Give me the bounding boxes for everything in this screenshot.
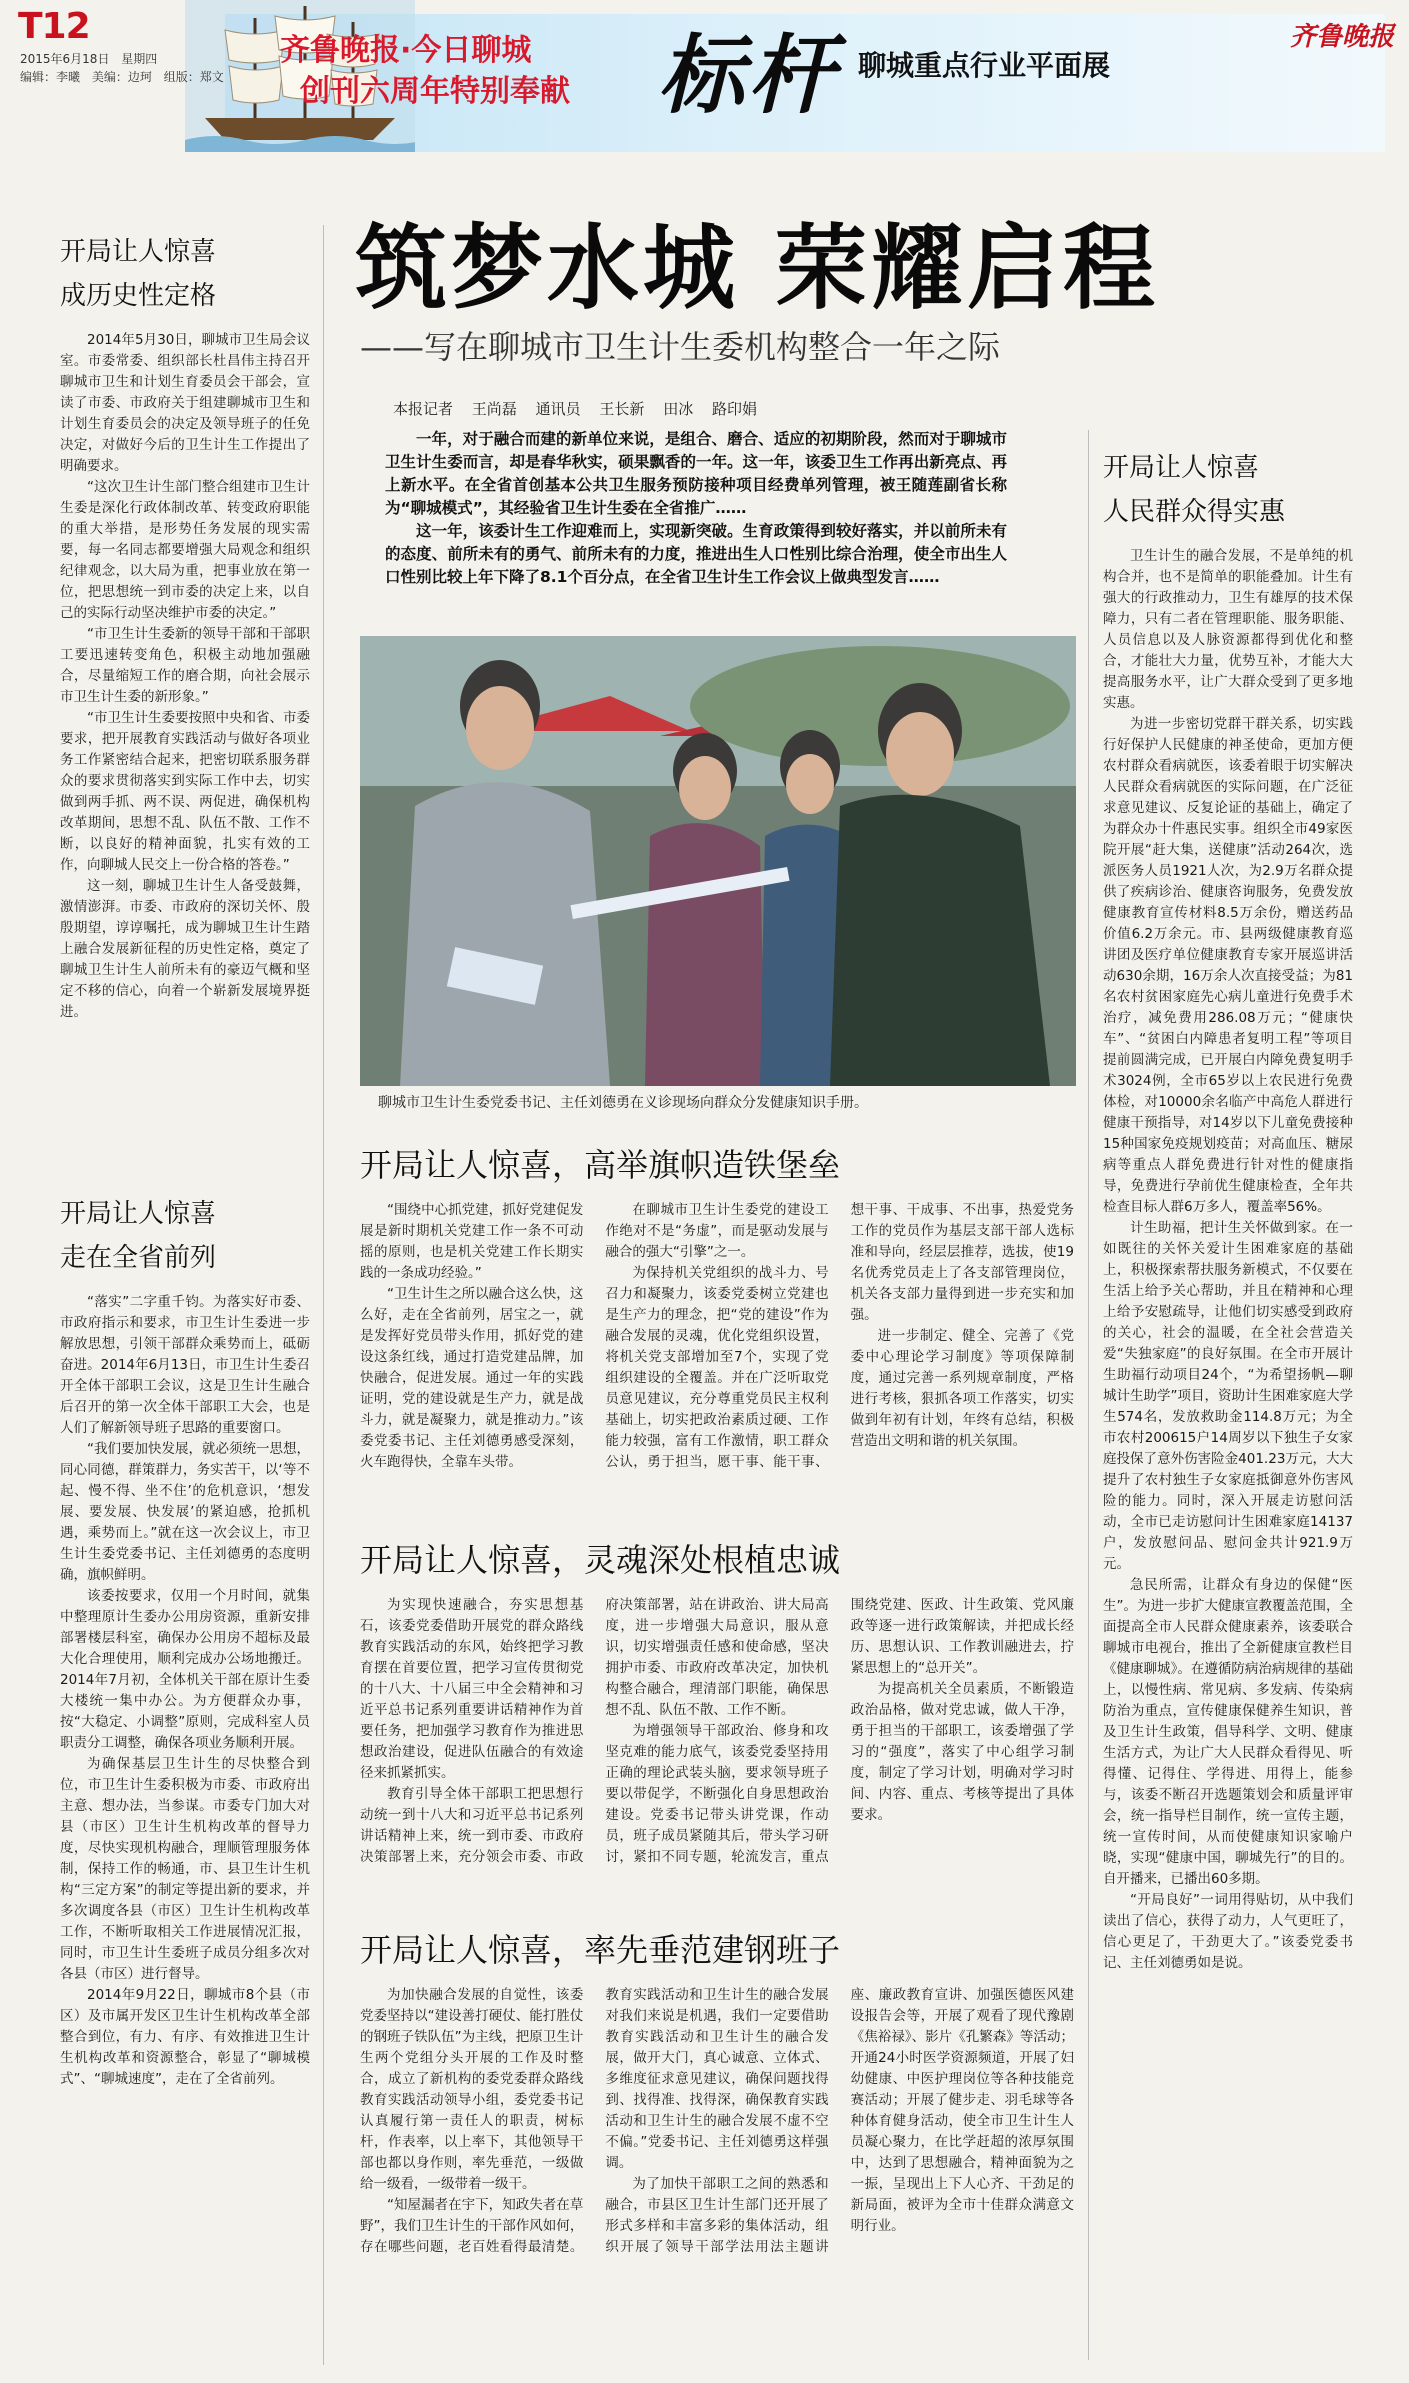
promo-line-2: 创刊六周年特别奉献 — [300, 74, 570, 109]
section-body — [360, 1200, 1074, 1473]
body-paragraph: “落实”二字重千钧。为落实好市委、市政府指示和要求，市卫生计生委进一步解放思想，引领干部群众乘势而上，砥砺奋进。2014年6月13日，市卫生计生委召开全体干部职工会议，这是卫生计生融合后召开的第一次全体干部职工大会，也是人们了解新领导班子思路的重要窗口。 — [60, 1294, 310, 1436]
section-body — [360, 1595, 1074, 1868]
body-paragraph: 在聊城市卫生计生委党的建设工作绝对不是“务虚”，而是驱动发展与融合的强大“引擎”之一。 — [605, 1202, 829, 1260]
body-paragraph: 为实现快速融合，夯实思想基石，该委党委借助开展党的群众路线教育实践活动的东风，始终把学习教育摆在首要位置，把学习宣传贯彻党的十八大、十八届三中全会精神和习近平总书记系列重要讲话精神作为首要任务，把加强学习教育作为推进思想政治建设，促进队伍融合的有效途径来抓紧抓实。 — [360, 1597, 584, 1781]
body-paragraph: 为增强领导干部政治、修身和攻坚克难的能力底气，该委党委坚持用正确的理论武装头脑，要求领导班子要以带促学，不断强化自身思想政治建设。党委书记带头讲党课，作动员，班子成员紧随其后，带头学习研讨，紧扣不同专题，轮流发言，重点围绕党建、医政、计生政策、党风廉政等逐一进行政策解读，并把成长经历、思想认识、工作教训融进去，拧紧思想上的“总开关”。 — [605, 1597, 1074, 1865]
left-section-1 — [60, 230, 310, 1023]
body-paragraph: “市卫生计生委要按照中央和省、市委要求，把开展教育实践活动与做好各项业务工作紧密结合起来，把密切联系服务群众的要求贯彻落实到实际工作中去，切实做到两手抓、两不误、两促进，确保机构改革期间，思想不乱、队伍不散、工作不断，以良好的精神面貌，扎实有效的工作，向聊城人民交上一份合格的答卷。” — [60, 710, 310, 873]
body-paragraph: 为保持机关党组织的战斗力、号召力和凝聚力，该委党委树立党建也是生产力的理念，把“党的建设”作为融合发展的灵魂，优化党组织设置，将机关党支部增加至7个，实现了党组织建设的全覆盖。并在广泛听取党员意见建议，充分尊重党员民主权利基础上，切实把政治素质过硬、工作能力较强，富有工作激情，职工群众公认，勇于担当，愿干事、能干事、想干事、干成事、不出事，热爱党务工作的党员作为基层支部干部人选标准和导向，经层层推荐，选拔，使19名优秀党员走上了各支部管理岗位，机关各支部力量得到进一步充实和加强。 — [605, 1202, 1074, 1470]
body-paragraph: “我们要加快发展，就必须统一思想，同心同德，群策群力，务实苦干，以‘等不起、慢不得、坐不住’的危机意识，‘想发展、要发展、快发展’的紧迫感，抢抓机遇，乘势而上。”就在这一次会议上，市卫生计生委党委书记、主任刘德勇的态度明确，旗帜鲜明。 — [60, 1441, 310, 1583]
body-paragraph: 这一刻，聊城卫生计生人备受鼓舞，激情澎湃。市委、市政府的深切关怀、殷殷期望，谆谆嘱托，成为聊城卫生计生踏上融合发展新征程的历史性定格，奠定了聊城卫生计生人前所未有的豪迈气概和坚定不移的信心，向着一个崭新发展境界挺进。 — [60, 878, 310, 1020]
column-subtitle: 聊城重点行业平面展 — [858, 49, 1111, 82]
middle-section-3 — [360, 1925, 1074, 2258]
column-divider — [323, 225, 324, 2365]
section-title: 开局让人惊喜，率先垂范建钢班子 — [360, 1931, 841, 1969]
body-paragraph: “围绕中心抓党建，抓好党建促发展是新时期机关党建工作一条不可动摇的原则，也是机关党建工作长期实践的一条成功经验。” — [360, 1202, 584, 1281]
photo-caption: 聊城市卫生计生委党委书记、主任刘德勇在义诊现场向群众分发健康知识手册。 — [378, 1095, 868, 1111]
byline — [393, 398, 757, 419]
section-title: 开局让人惊喜，灵魂深处根植忠诚 — [360, 1541, 841, 1579]
body-paragraph: 为确保基层卫生计生的尽快整合到位，市卫生计生委积极为市委、市政府出主意、想办法，当参谋。市委专门加大对县（市区）卫生计生机构改革的督导力度，尽快实现机构融合，理顺管理服务体制，保持工作的畅通，市、县卫生计生机构“三定方案”的制定等提出新的要求，并多次调度各县（市区）卫生计生机构改革工作，不断听取相关工作进展情况汇报，同时，市卫生计生委班子成员分组多次对各县（市区）进行督导。 — [60, 1756, 310, 1982]
editor-credit: 编辑：李曦 — [20, 70, 81, 84]
editor-credits — [20, 68, 224, 85]
lead-paragraph: 这一年，该委计生工作迎难而上，实现新突破。生育政策得到较好落实，并以前所未有的态度、前所未有的勇气、前所未有的力度，推进出生人口性别比综合治理，使全市出生人口性别比较上年下降了8.1个百分点，在全省卫生计生工作会议上做典型发言…… — [385, 522, 1007, 586]
body-paragraph: 卫生计生的融合发展，不是单纯的机构合并，也不是简单的职能叠加。计生有强大的行政推动力，卫生有雄厚的技术保障力，只有二者在管理职能、服务职能、人员信息以及人脉资源都得到优化和整合，才能壮大力量，优势互补，才能大大提高服务水平，让广大群众受到了更多地实惠。 — [1103, 548, 1353, 711]
page-number: T12 — [18, 6, 90, 47]
body-paragraph: “市卫生计生委新的领导干部和干部职工要迅速转变角色，积极主动地加强融合，尽量缩短工作的磨合期，向社会展示市卫生计生委的新形象。” — [60, 626, 310, 705]
body-paragraph: 2014年5月30日，聊城市卫生局会议室。市委常委、组织部长杜昌伟主持召开聊城市卫生和计划生育委员会干部会，宣读了市委、市政府关于组建聊城市卫生和计划生育委员会的决定及领导班子的任免决定，对做好今后的卫生计生工作提出了明确要求。 — [60, 332, 310, 474]
subheadline: ——写在聊城市卫生计生委机构整合一年之际 — [360, 328, 1001, 366]
section-title-line: 走在全省前列 — [60, 1243, 217, 1273]
body-paragraph: 进一步制定、健全、完善了《党委中心理论学习制度》等项保障制度，通过完善一系列规章制度，严格进行考核，狠抓各项工作落实，切实做到年初有计划，年终有总结，积极营造出文明和谐的机关氛围。 — [850, 1328, 1074, 1449]
body-paragraph: “知屋漏者在宇下，知政失者在草野”，我们卫生计生的干部作风如何，存在哪些问题，老百姓看得最清楚。教育实践活动和卫生计生的融合发展对我们来说是机遇，我们一定要借助教育实践活动和卫生计生的融合发展，做开大门，真心诚意、立体式、多维度征求意见建议，确保问题找得到、找得准、找得深，确保教育实践活动和卫生计生的融合发展不虚不空不偏。”党委书记、主任刘德勇这样强调。 — [360, 1987, 829, 2255]
body-paragraph: 为提高机关全员素质，不断锻造政治品格，做对党忠诚，做人干净，勇于担当的干部职工，该委增强了学习的“强度”，落实了中心组学习制度，制定了学习计划，明确对学习时间、内容、重点、考核等提出了具体要求。 — [850, 1681, 1074, 1823]
lead-paragraph: 一年，对于融合而建的新单位来说，是组合、磨合、适应的初期阶段，然而对于聊城市卫生计生委而言，却是春华秋实，硕果飘香的一年。这一年，该委卫生工作再出新亮点、再上新水平。在全省首创基本公共卫生服务预防接种项目经费单列管理，被王随莲副省长称为“聊城模式”，其经验省卫生计生委在全省推广…… — [385, 430, 1007, 517]
body-paragraph: 为了加快干部职工之间的熟悉和融合，市县区卫生计生部门还开展了形式多样和丰富多彩的集体活动，组织开展了领导干部学法用法主题讲座、廉政教育宣讲、加强医德医风建设报告会等，开展了观看了现代豫剧《焦裕禄》、影片《孔繁森》等活动；开通24小时医学资源频道，开展了妇幼健康、中医护理岗位等各种技能竞赛活动；开展了健步走、羽毛球等各种体育健身活动，使全市卫生计生人员凝心聚力，在比学赶超的浓厚氛围中，达到了思想融合，精神面貌为之一振，呈现出上下人心齐、干劲足的新局面，被评为全市十佳群众满意文明行业。 — [605, 1987, 1074, 2255]
byline-label: 本报记者 — [393, 400, 454, 418]
masthead — [0, 0, 1409, 152]
section-title-line: 开局让人惊喜 — [60, 237, 217, 267]
art-editor-credit: 美编：边珂 — [91, 70, 152, 84]
body-paragraph: 急民所需，让群众有身边的保健“医生”。为进一步扩大健康宣教覆盖范围，全面提高全市人民群众健康素养，该委联合聊城市电视台，推出了全新健康宣教栏目《健康聊城》。在遵循防病治病规律的基础上，以慢性病、常见病、多发病、传染病防治为重点，宣传健康保健养生知识，普及卫生计生政策，倡导科学、文明、健康生活方式，为让广大人民群众看得见、听得懂、记得住、学得进、用得上，能参与，该委不断召开选题策划会和质量评审会，统一指导栏目制作，统一宣传主题，统一宣传时间，从而使健康知识家喻户晓，实现“健康中国，聊城先行”的目的。自开播来，已播出60多期。 — [1103, 1577, 1353, 1887]
section-title — [1103, 446, 1353, 534]
promo-line-1: 齐鲁晚报·今日聊城 — [280, 33, 532, 68]
body-paragraph: “卫生计生之所以融合这么快，这么好，走在全省前列，居宝之一，就是发挥好党员带头作用，抓好党的建设这条红线，通过打造党建品牌，加快融合，促进发展。通过一年的实践证明，党的建设就是生产力，就是战斗力，就是凝聚力，就是推动力。”该委党委书记、主任刘德勇感受深刻，火车跑得快，全靠车头带。 — [360, 1286, 584, 1470]
byline-label: 通讯员 — [535, 400, 581, 418]
section-title-line: 开局让人惊喜 — [60, 1199, 217, 1229]
section-title-line: 人民群众得实惠 — [1103, 497, 1286, 527]
lead-text — [385, 428, 1007, 589]
section-title: 开局让人惊喜，高举旗帜造铁堡垒 — [360, 1146, 841, 1184]
layout-credit: 组版：郑文 — [163, 70, 224, 84]
body-paragraph: 为进一步密切党群干群关系，切实践行好保护人民健康的神圣使命，更加方便农村群众看病就医，该委着眼于切实解决人民群众看病就医的实际问题，在广泛征求意见建议、反复论证的基础上，确定了为群众办十件惠民实事。组织全市49家医院开展“赶大集，送健康”活动264次，选派医务人员1921人次，为2.9万名群众提供了疾病诊治、健康咨询服务，免费发放健康教育宣传材料8.5万余份，赠送药品价值6.2万余元。市、县两级健康教育巡讲团及医疗单位健康教育专家开展巡讲活动630余期，16万余人次直接受益；为81名农村贫困家庭先心病儿童进行免费手术治疗，减免费用286.08万元；“健康快车”、“贫困白内障患者复明工程”等项目提前圆满完成，已开展白内障免费复明手术3024例，全市65岁以上农民进行免费体检，对10000余名临产中高危人群进行健康干预指导，对14岁以下儿童免费接种15种国家免疫规划疫苗；对高血压、糖尿病等重点人群免费进行针对性的健康指导，免费进行孕前优生健康检查，全年共检查目标人群6万多人，覆盖率56%。 — [1103, 716, 1353, 1215]
issue-weekday: 星期四 — [121, 52, 158, 66]
headline: 筑梦水城 荣耀启程 — [355, 214, 1160, 322]
byline-author: 王尚磊 — [471, 400, 517, 418]
event-photo — [360, 636, 1076, 1086]
byline-author: 王长新 — [599, 400, 645, 418]
body-paragraph: 计生助福，把计生关怀做到家。在一如既往的关怀关爱计生困难家庭的基础上，积极探索帮扶服务新模式，不仅要在生活上给予关心帮助，并且在精神和心理上给予安慰疏导，让他们切实感受到政府的关心，社会的温暖，在全社会营造关爱“失独家庭”的良好氛围。在全市开展计生助福行动项目24个，“为希望扬帆—聊城计生助学”项目，资助计生困难家庭大学生574名，发放救助金114.8万元；为全市农村200615户14周岁以下独生子女家庭投保了意外伤害险金401.23万元，大大提升了农村独生子女家庭抵御意外伤害风险的能力。同时，深入开展走访慰问活动，全市已走访慰问计生困难家庭14137户，发放慰问品、慰问金共计921.9万元。 — [1103, 1220, 1353, 1572]
brand-logo: 齐鲁晚报 — [1290, 22, 1395, 52]
column-divider — [1088, 430, 1089, 2360]
column-name: 标杆 — [658, 25, 838, 126]
body-paragraph: “这次卫生计生部门整合组建市卫生计生委是深化行政体制改革、转变政府职能的重大举措，是形势任务发展的现实需要，每一名同志都要增强大局观念和组织纪律观念，以大局为重，把事业放在第一位，把思想统一到市委的决定上来，以自己的实际行动坚决维护市委的决定。” — [60, 479, 310, 621]
section-title-line: 开局让人惊喜 — [1103, 453, 1260, 483]
body-paragraph: 该委按要求，仅用一个月时间，就集中整理原计生委办公用房资源，重新安排部署楼层科室，确保办公用房不超标及最大化合理使用，顺利完成办公场地搬迁。2014年7月初，全体机关干部在原计生委大楼统一集中办公。为方便群众办事，按“大稳定、小调整”原则，完成科室人员职责分工调整，确保各项业务顺利开展。 — [60, 1588, 310, 1751]
section-title — [60, 1192, 310, 1280]
section-title — [60, 230, 310, 318]
byline-author: 田冰 — [663, 400, 694, 418]
section-body — [360, 1985, 1074, 2258]
right-section — [1103, 446, 1353, 1974]
body-paragraph: 2014年9月22日，聊城市8个县（市区）及市属开发区卫生计生机构改革全部整合到位，有力、有序、有效推进卫生计生机构改革和资源整合，彰显了“聊城模式”、“聊城速度”，走在了全省前列。 — [60, 1987, 310, 2087]
byline-author: 路印娟 — [711, 400, 757, 418]
body-paragraph: 为加快融合发展的自觉性，该委党委坚持以“建设善打硬仗、能打胜仗的钢班子铁队伍”为主线，把原卫生计生两个党组分头开展的工作及时整合，成立了新机构的委党委群众路线教育实践活动领导小组，委党委书记认真履行第一责任人的职责，树标杆，作表率，以上率下，其他领导干部也都以身作则，率先垂范，一级做给一级看，一级带着一级干。 — [360, 1987, 584, 2192]
issue-date: 2015年6月18日 — [20, 52, 110, 66]
left-section-2 — [60, 1192, 310, 2090]
middle-section-1 — [360, 1140, 1074, 1473]
middle-section-2 — [360, 1535, 1074, 1868]
issue-date-line — [20, 50, 157, 67]
body-paragraph: 教育引导全体干部职工把思想行动统一到十八大和习近平总书记系列讲话精神上来，统一到市委、市政府决策部署上来，充分领会市委、市政府决策部署，站在讲政治、讲大局高度，进一步增强大局意识，服从意识，切实增强责任感和使命感，坚决拥护市委、市政府改革决定，加快机构整合融合，理清部门职能，确保思想不乱、队伍不散、工作不断。 — [360, 1597, 829, 1865]
body-paragraph: “开局良好”一词用得贴切，从中我们读出了信心，获得了动力，人气更旺了，信心更足了，干劲更大了。”该委党委书记、主任刘德勇如是说。 — [1103, 1892, 1353, 1971]
section-title-line: 成历史性定格 — [60, 281, 217, 311]
